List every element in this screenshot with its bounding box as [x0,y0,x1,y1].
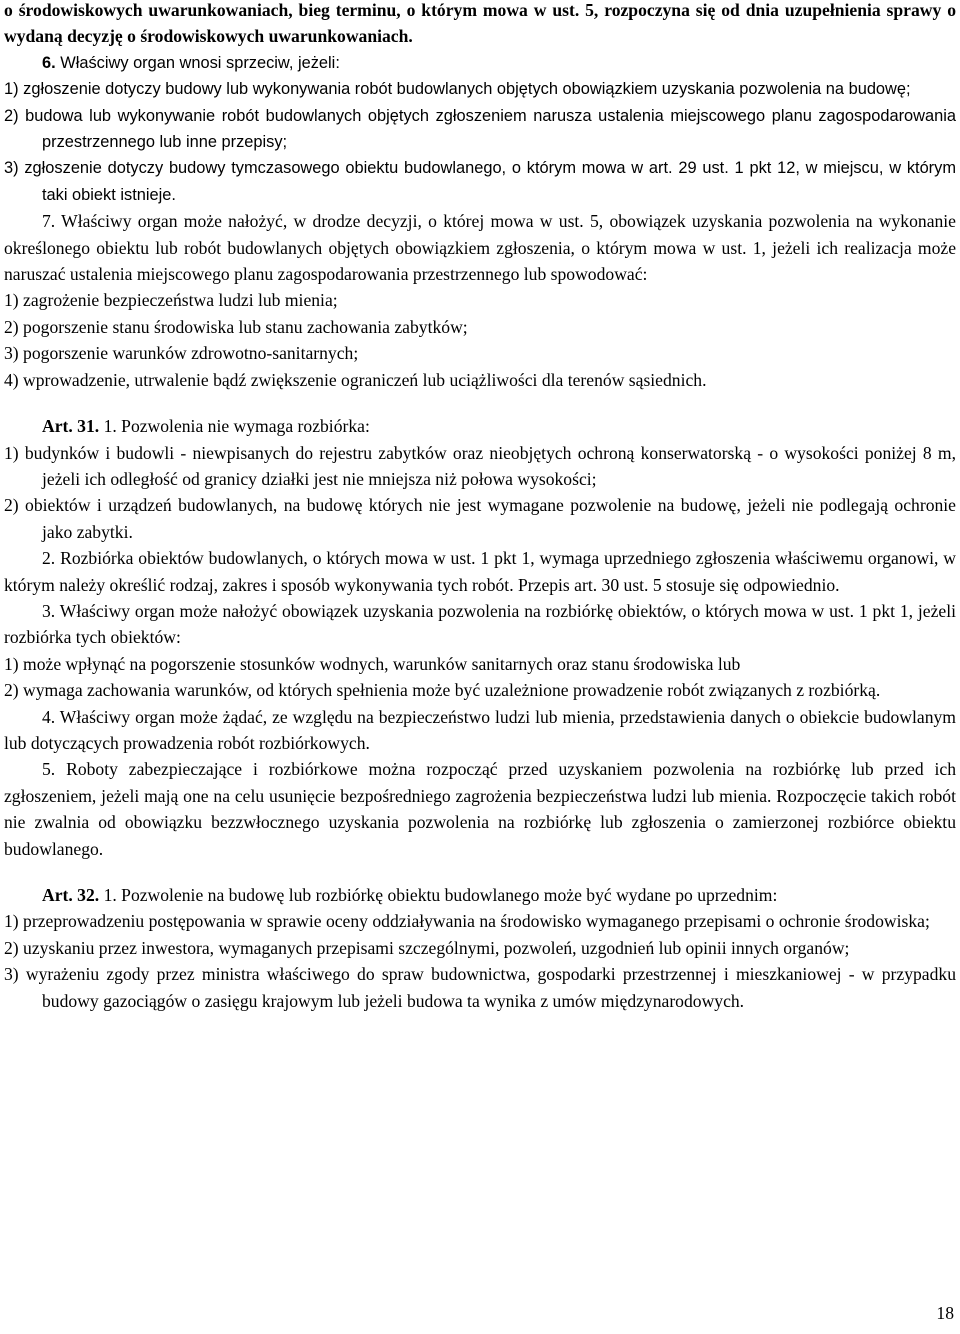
paragraph-6-number: 6. [42,53,56,72]
article-32-p1-number: 1. [99,885,117,905]
article-31-paragraph-4: 4. Właściwy organ może żądać, ze względu na bezpieczeństwo ludzi lub mienia, przedstawienia danych o obiekcie budowlanym lub dotyczących prowadzenia robót rozbiórkowych. [4,706,956,753]
article-32-heading: Art. 32. [42,885,100,905]
list-item: 3) wyrażeniu zgody przez ministra właściwego do spraw budownictwa, gospodarki przestrzennej i mieszkaniowej - w przypadku budowy gazociągów o zasięgu krajowym lub jeżeli budowa ta wynika z umów międzynarodowych. [4,964,956,1011]
list-item: 2) pogorszenie stanu środowiska lub stanu zachowania zabytków; [4,316,468,337]
article-31-paragraph-1 [4,413,956,439]
list-item: 2) obiektów i urządzeń budowlanych, na budowę których nie jest wymagane pozwolenie na budowę, jeżeli nie podlegają ochronie jako zabytki. [4,495,956,542]
article-31-p1-number: 1. [99,416,117,437]
page-number: 18 [936,1303,954,1323]
article-32-p1-text: Pozwolenie na budowę lub rozbiórkę obiektu budowlanego może być wydane po uprzednim: [116,885,778,905]
list-item: 4) wprowadzenie, utrwalenie bądź zwiększenie ograniczeń lub uciążliwości dla terenów sąsiednich. [4,369,707,390]
list-item: 1) zgłoszenie dotyczy budowy lub wykonywania robót budowlanych objętych obowiązkiem uzyskania pozwolenia na budowę; [4,80,911,99]
article-31-paragraph-2: 2. Rozbiórka obiektów budowlanych, o których mowa w ust. 1 pkt 1, wymaga uprzedniego zgłoszenia właściwemu organowi, w którym należy określić rodzaj, zakres i sposób wykonywania tych robót. Przepis art. 30 ust. 5 stosuje się odpowiednio. [4,548,956,595]
paragraph-7: 7. Właściwy organ może nałożyć, w drodze decyzji, o której mowa w ust. 5, obowiązek uzyskania pozwolenia na wykonanie określonego obiektu lub robót budowlanych objętych obowiązkiem zgłoszenia, o którym mowa w ust. 1, jeżeli ich realizacja może naruszać ustalenia miejscowego planu zagospodarowania przestrzennego lub spowodować: [4,211,956,285]
list-item: 1) budynków i budowli - niewpisanych do rejestru zabytków oraz nieobjętych ochroną konserwatorską - o wysokości poniżej 8 m, jeżeli ich odległość od granicy działki jest nie mniejsza niż połowa wysokości; [4,442,956,489]
article-32-paragraph-1 [4,882,956,908]
paragraph-6 [4,50,956,76]
list-item: 3) pogorszenie warunków zdrowotno-sanitarnych; [4,343,359,364]
article-31-paragraph-3: 3. Właściwy organ może nałożyć obowiązek uzyskania pozwolenia na rozbiórkę obiektów, o których mowa w ust. 1 pkt 1, jeżeli rozbiórka tych obiektów: [4,600,956,648]
list-item: 1) zagrożenie bezpieczeństwa ludzi lub mienia; [4,290,338,311]
list-item: 2) uzyskaniu przez inwestora, wymaganych przepisami szczególnymi, pozwoleń, uzgodnień lub opinii innych organów; [4,937,850,958]
document-page [4,0,956,1014]
article-31-heading: Art. 31. [42,416,100,437]
list-item: 2) budowa lub wykonywanie robót budowlanych objętych zgłoszeniem narusza ustalenia miejscowego planu zagospodarowania przestrzennego lub inne przepisy; [4,106,956,152]
list-item: 2) wymaga zachowania warunków, od których spełnienia może być uzależnione prowadzenie robót związanych z rozbiórką. [4,680,881,701]
list-item: 1) może wpłynąć na pogorszenie stosunków wodnych, warunków sanitarnych oraz stanu środowiska lub [4,653,741,674]
paragraph-6-text: Właściwy organ wnosi sprzeciw, jeżeli: [55,53,340,72]
article-31-p1-text: Pozwolenia nie wymaga rozbiórka: [116,416,370,437]
list-item: 3) zgłoszenie dotyczy budowy tymczasowego obiektu budowlanego, o którym mowa w art. 29 ust. 1 pkt 12, w miejscu, w którym taki obiekt istnieje. [4,159,956,204]
article-31-paragraph-5: 5. Roboty zabezpieczające i rozbiórkowe można rozpocząć przed uzyskaniem pozwolenia na rozbiórkę lub przed ich zgłoszeniem, jeżeli mają one na celu usunięcie bezpośredniego zagrożenia bezpieczeństwa ludzi lub mienia. Rozpoczęcie takich robót nie zwalnia od obowiązku bezzwłocznego uzyskania pozwolenia na rozbiórkę lub zgłoszenia o zamierzonej rozbiórce obiektu budowlanego. [4,759,956,859]
paragraph-continuation: o środowiskowych uwarunkowaniach, bieg terminu, o którym mowa w ust. 5, rozpoczyna się od dnia uzupełnienia sprawy o wydaną decyzję o środowiskowych uwarunkowaniach. [4,0,956,47]
list-item: 1) przeprowadzeniu postępowania w sprawie oceny oddziaływania na środowisko wymaganego przepisami o ochronie środowiska; [4,911,930,932]
